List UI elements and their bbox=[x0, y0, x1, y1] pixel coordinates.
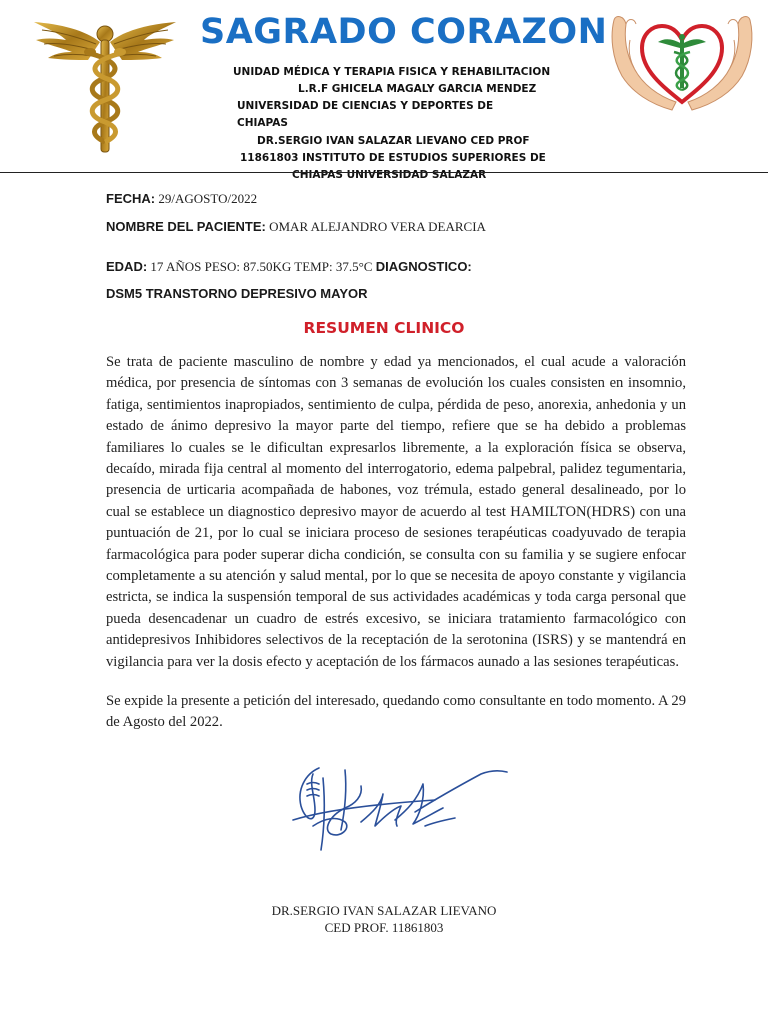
header-line-7: CHIAPAS UNIVERSIDAD SALAZAR bbox=[292, 169, 487, 181]
diagnostico-field bbox=[106, 286, 368, 302]
fecha-value: 29/AGOSTO/2022 bbox=[158, 191, 258, 206]
section-title: RESUMEN CLINICO bbox=[303, 319, 465, 337]
clinical-summary bbox=[106, 352, 686, 673]
header-line-2: L.R.F GHICELA MAGALY GARCIA MENDEZ bbox=[298, 83, 537, 95]
header-line-5: DR.SERGIO IVAN SALAZAR LIEVANO CED PROF bbox=[257, 135, 530, 147]
doctor-name: DR.SERGIO IVAN SALAZAR LIEVANO bbox=[271, 903, 497, 918]
header-line-3: UNIVERSIDAD DE CIENCIAS Y DEPORTES DE bbox=[237, 100, 494, 112]
diagnostico-value: DSM5 TRANSTORNO DEPRESIVO MAYOR bbox=[106, 286, 368, 301]
header-line-1: UNIDAD MÉDICA Y TERAPIA FISICA Y REHABILITACION bbox=[233, 66, 551, 78]
header-line-4: CHIAPAS bbox=[237, 117, 288, 129]
nombre-label: NOMBRE DEL PACIENTE: bbox=[106, 219, 266, 234]
signature-block bbox=[0, 902, 768, 936]
header-line-6: 11861803 INSTITUTO DE ESTUDIOS SUPERIORES DE bbox=[240, 152, 546, 164]
edad-field bbox=[106, 259, 472, 275]
closing-statement bbox=[106, 691, 686, 734]
diagnostico-label: DIAGNOSTICO: bbox=[375, 259, 472, 274]
clinic-title: SAGRADO CORAZON bbox=[200, 12, 608, 52]
summary-paragraph: Se trata de paciente masculino de nombre y edad ya mencionados, el cual acude a valoración médica, por presencia de síntomas con 3 semanas de evolución los cuales consisten en insomnio, fatiga, sentimientos inapropiados, sentimiento de culpa, pérdida de peso, anorexia, anhedonia y un estado de ánimo depresivo la mayor parte del tiempo, refiere que se ha debido a problemas familiares lo cuales se le dificultan expresarlos libremente, a la exploración física se observa, decaído, mirada fija central al momento del interrogatorio, edema palpebral, palidez tegumentaria, presencia de urticaria acompañada de habones, voz trémula, estado general desalineado, por lo cual se establece un diagnostico depresivo mayor de acuerdo al test HAMILTON(HDRS) con una puntuación de 21, por lo cual se iniciara proceso de sesiones terapéuticas coadyuvado de terapia farmacológica para poder superar dicha condición, se consulta con su familia y se sugiere enfocar completamente a su atención y salud mental, por lo que se necesita de apoyo constante y vigilancia estricta, se indica la suspensión temporal de sus actividades académicas y toda carga personal que pueda desencadenar un cuadro de estrés excesivo, se iniciara tratamiento farmacológico con antidepresivos Inhibidores selectivos de la receptación de la serotonina (ISRS) y se mantendrá en vigilancia para ver la dosis efecto y aceptación de los fármacos aunado a las sesiones terapéuticas. bbox=[106, 354, 686, 670]
doctor-cedula: CED PROF. 11861803 bbox=[324, 920, 444, 935]
caduceus-icon bbox=[30, 10, 180, 160]
edad-value: 17 AÑOS PESO: 87.50KG TEMP: 37.5°C bbox=[150, 259, 373, 274]
handwritten-signature bbox=[285, 760, 520, 860]
header-divider bbox=[0, 172, 768, 173]
nombre-field bbox=[106, 219, 486, 235]
hands-heart-caduceus-icon bbox=[606, 6, 758, 118]
fecha-field bbox=[106, 191, 257, 207]
closing-paragraph: Se expide la presente a petición del interesado, quedando como consultante en todo momento. A 29 de Agosto del 2022. bbox=[106, 693, 686, 731]
nombre-value: OMAR ALEJANDRO VERA DEARCIA bbox=[269, 219, 486, 234]
edad-label: EDAD: bbox=[106, 259, 148, 274]
fecha-label: FECHA: bbox=[106, 191, 156, 206]
